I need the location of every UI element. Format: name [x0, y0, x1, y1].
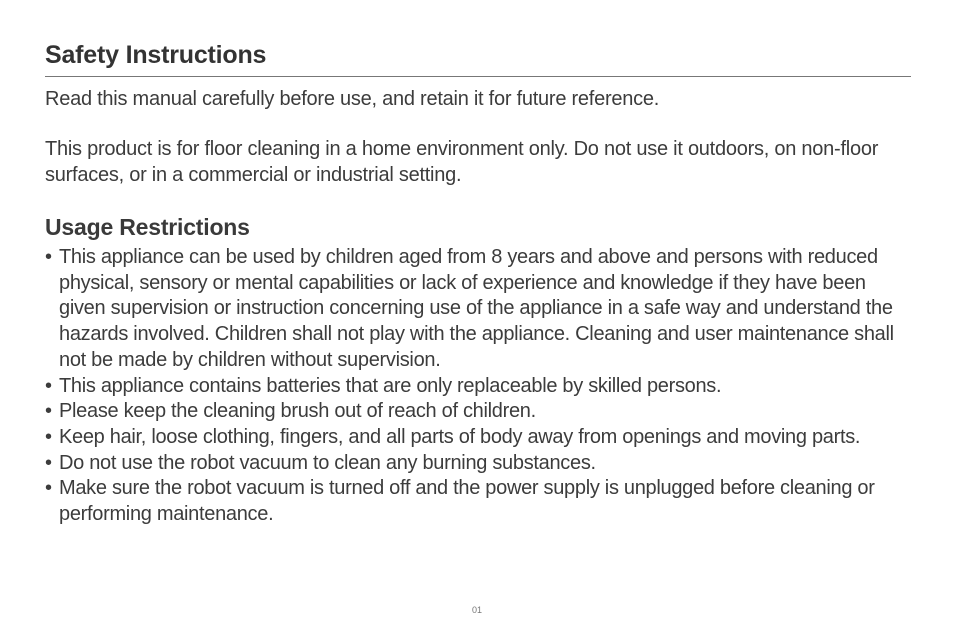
list-item	[45, 245, 911, 374]
bullet-icon: •	[45, 374, 52, 397]
usage-restrictions-heading: Usage Restrictions	[45, 214, 250, 240]
list-item	[45, 451, 911, 477]
bullet-icon: •	[45, 451, 52, 474]
usage-restrictions-list	[45, 245, 911, 528]
list-item	[45, 374, 911, 400]
page-number: 01	[471, 605, 482, 615]
list-item	[45, 399, 911, 425]
list-item-text: This appliance contains batteries that are only replaceable by skilled persons.	[59, 374, 722, 397]
manual-page	[45, 38, 911, 528]
bullet-icon: •	[45, 400, 52, 423]
scope-paragraph: This product is for floor cleaning in a home environment only. Do not use it outdoors, on non-floor surfaces, or in a commercial or industrial setting.	[45, 138, 879, 186]
page-title: Safety Instructions	[45, 38, 911, 77]
list-item	[45, 476, 911, 527]
list-item-text: Make sure the robot vacuum is turned off and the power supply is unplugged before cleaning or performing maintenance.	[59, 477, 875, 526]
list-item-text: Please keep the cleaning brush out of reach of children.	[59, 400, 536, 423]
list-item-text: Do not use the robot vacuum to clean any burning substances.	[59, 451, 596, 474]
intro-paragraph: Read this manual carefully before use, and retain it for future reference.	[45, 88, 660, 110]
list-item-text: This appliance can be used by children aged from 8 years and above and persons with reduced physical, sensory or mental capabilities or lack of experience and knowledge if they have been given supervision or instruction concerning use of the appliance in a safe way and understand the hazards involved. Children shall not play with the appliance. Cleaning and user maintenance shall not be made by children without supervision.	[59, 246, 894, 371]
bullet-icon: •	[45, 477, 52, 500]
list-item	[45, 425, 911, 451]
bullet-icon: •	[45, 425, 52, 448]
bullet-icon: •	[45, 246, 52, 268]
list-item-text: Keep hair, loose clothing, fingers, and all parts of body away from openings and moving parts.	[59, 425, 861, 448]
